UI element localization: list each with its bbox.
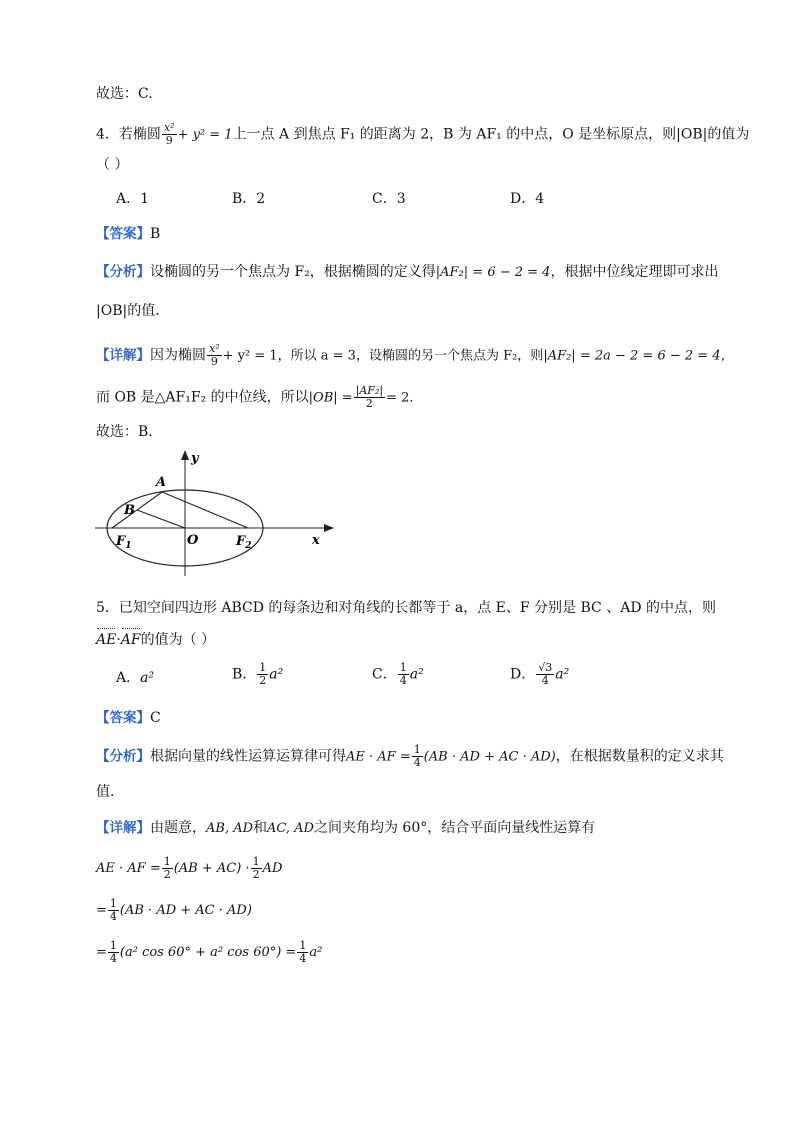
answer-tag: 【答案】 xyxy=(96,226,150,242)
label-f1: $F_1$ xyxy=(116,534,132,551)
q4-ellipse-fraction: $\frac{\text{x²}}{9}$ xyxy=(163,121,175,147)
q5-option-a[interactable]: A．a² xyxy=(116,670,155,686)
segment-ob xyxy=(137,510,185,528)
q4-answer xyxy=(96,224,160,244)
q5-equation-1: AE · AF = $\frac{1}{2}$ (AB + AC) · $\frac{1}{2}$ AD xyxy=(96,855,283,881)
q4-option-c[interactable]: C．3 xyxy=(372,191,406,207)
label-y: y xyxy=(191,451,199,466)
q4-option-d[interactable]: D．4 xyxy=(510,191,545,207)
detail-tag: 【详解】 xyxy=(96,347,150,364)
answer-value: B xyxy=(150,226,161,242)
q4-choice: 故选：B． xyxy=(96,424,163,440)
answer-tag: 【答案】 xyxy=(96,710,150,726)
q4-paren: （ ） xyxy=(96,157,129,173)
q4-analysis: 【分析】设椭圆的另一个焦点为 F₂，根据椭圆的定义得|AF₂| = 6 − 2 = 4，根据中位线定理即可求出 xyxy=(96,264,719,280)
q5-answer xyxy=(96,708,161,728)
answer-value: C xyxy=(150,710,161,726)
q5-detail: 【详解】由题意，AB, AD和AC, AD之间夹角均为 60°，结合平面向量线性运算有 xyxy=(96,820,596,836)
label-a: A xyxy=(156,475,167,490)
x-axis-arrow-icon xyxy=(324,524,334,532)
ellipse-figure xyxy=(90,448,350,578)
analysis-tag: 【分析】 xyxy=(96,264,150,280)
q4-ob-fraction: $\frac{\text{|AF₂|}}{2}$ xyxy=(355,384,384,410)
q5-analysis-cont: 值． xyxy=(96,784,124,800)
q4-detail-cont: 而 OB 是△AF₁F₂ 的中位线，所以|OB| = $\frac{\text{|AF₂|}}{2}$ = 2． xyxy=(96,384,423,410)
q4-detail: 【详解】因为椭圆 $\frac{\text{x²}}{9}$ + y² = 1，所以 a = 3，设椭圆的另一个焦点为 F₂，则|AF₂| = 2a − 2 = 6 − 2 = 4， xyxy=(96,342,734,368)
q5-equation-2: = $\frac{1}{4}$ (AB · AD + AC · AD) xyxy=(96,897,252,923)
q4-option-a[interactable]: A．1 xyxy=(116,191,150,207)
q4-number: 4． xyxy=(96,126,119,143)
q4-analysis-cont: |OB|的值． xyxy=(96,303,170,319)
q5-stem-cont: AE·AF的值为（ ） xyxy=(96,632,216,648)
label-b: B xyxy=(124,503,135,518)
q4-stem-before: 若椭圆 xyxy=(118,126,161,143)
q5-option-c[interactable]: C． $\frac{1}{4}$ a² xyxy=(372,661,424,687)
detail-tag: 【详解】 xyxy=(96,820,150,836)
prev-choice: 故选：C. xyxy=(96,86,153,102)
q4-stem: 4．若椭圆 $\frac{\text{x²}}{9}$ + y² = 1上一点 A 到焦点 F₁ 的距离为 2，B 为 AF₁ 的中点，O 是坐标原点，则|OB|的值为 xyxy=(96,121,750,147)
q5-option-d[interactable]: D． $\frac{√3}{4}$ a² xyxy=(510,661,570,687)
y-axis-arrow-icon xyxy=(181,450,189,460)
q4-option-b[interactable]: B．2 xyxy=(232,191,266,207)
q5-stem: 5．已知空间四边形 ABCD 的每条边和对角线的长都等于 a，点 E、F 分别是 BC 、AD 的中点，则 xyxy=(96,600,716,616)
label-x: x xyxy=(312,533,320,548)
analysis-tag: 【分析】 xyxy=(96,748,150,765)
q4-stem-after: 上一点 A 到焦点 F₁ 的距离为 2，B 为 AF₁ 的中点，O 是坐标原点，则|OB|的值为 xyxy=(232,126,750,143)
label-f2: $F_2$ xyxy=(236,534,252,551)
q4-detail-fraction: $\frac{\text{x²}}{9}$ xyxy=(209,342,220,368)
segment-af2 xyxy=(162,492,248,528)
q5-number: 5． xyxy=(96,600,119,616)
q5-analysis: 【分析】根据向量的线性运算运算律可得AE · AF = $\frac{1}{4}$ (AB · AD + AC · AD)，在根据数量积的定义求其 xyxy=(96,743,724,769)
label-o: O xyxy=(187,533,199,548)
q5-equation-3: = $\frac{1}{4}$ (a² cos 60° + a² cos 60°) = $\frac{1}{4}$ a² xyxy=(96,939,323,965)
q5-option-b[interactable]: B． $\frac{1}{2}$ a² xyxy=(232,661,284,687)
